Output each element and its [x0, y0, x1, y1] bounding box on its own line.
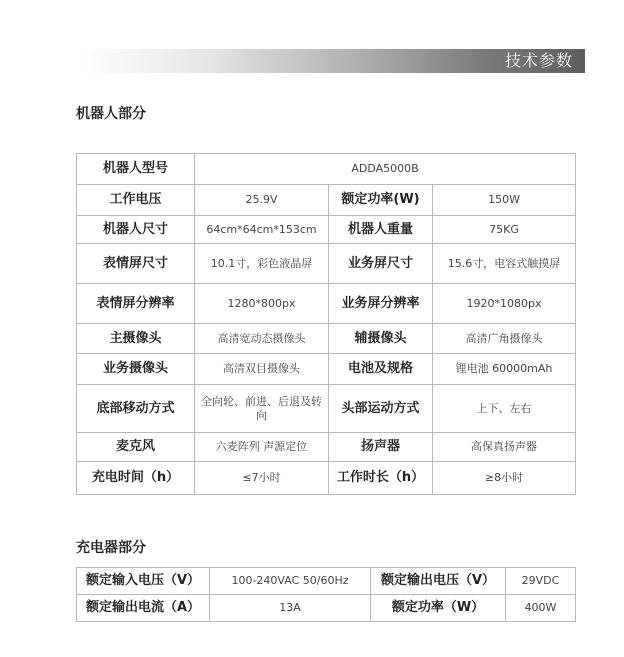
spec-label: 机器人型号 — [77, 154, 195, 185]
table-row — [77, 324, 576, 354]
spec-label: 机器人尺寸 — [77, 216, 195, 244]
spec-label: 电池及规格 — [329, 354, 433, 385]
header-title: 技术参数 — [504, 51, 573, 70]
spec-label: 工作电压 — [77, 185, 195, 216]
spec-label: 扬声器 — [329, 433, 433, 462]
spec-value: 64cm*64cm*153cm — [195, 216, 329, 244]
spec-value: 全向轮、前进、后退及转向 — [195, 385, 329, 433]
spec-value: ≥8小时 — [433, 462, 576, 495]
spec-label: 充电时间（h） — [77, 462, 195, 495]
table-row — [77, 568, 576, 595]
table-row — [77, 595, 576, 622]
spec-value: 1920*1080px — [433, 284, 576, 324]
spec-value: 400W — [506, 595, 576, 622]
robot-spec-table — [76, 153, 576, 495]
spec-label: 额定功率(W) — [329, 185, 433, 216]
spec-value: ADDA5000B — [195, 154, 576, 185]
spec-value: 高清双目摄像头 — [195, 354, 329, 385]
spec-label: 辅摄像头 — [329, 324, 433, 354]
spec-value: 75KG — [433, 216, 576, 244]
spec-value: 六麦阵列 声源定位 — [195, 433, 329, 462]
table-row — [77, 284, 576, 324]
table-row — [77, 185, 576, 216]
spec-label: 业务屏分辨率 — [329, 284, 433, 324]
spec-value: 150W — [433, 185, 576, 216]
table-row — [77, 154, 576, 185]
spec-label: 底部移动方式 — [77, 385, 195, 433]
spec-value: 1280*800px — [195, 284, 329, 324]
header-banner — [80, 49, 585, 73]
table-row — [77, 462, 576, 495]
robot-section-title: 机器人部分 — [76, 106, 146, 122]
spec-label: 麦克风 — [77, 433, 195, 462]
spec-label: 额定输出电流（A） — [77, 595, 210, 622]
spec-label: 额定功率（W） — [371, 595, 506, 622]
spec-label: 机器人重量 — [329, 216, 433, 244]
spec-value: 29VDC — [506, 568, 576, 595]
spec-label: 主摄像头 — [77, 324, 195, 354]
spec-value: 高清广角摄像头 — [433, 324, 576, 354]
spec-value: 锂电池 60000mAh — [433, 354, 576, 385]
charger-section-title: 充电器部分 — [76, 540, 146, 556]
spec-value: 13A — [210, 595, 371, 622]
charger-spec-table — [76, 567, 576, 622]
spec-value: 高清宽动态摄像头 — [195, 324, 329, 354]
spec-label: 头部运动方式 — [329, 385, 433, 433]
spec-label: 业务屏尺寸 — [329, 244, 433, 284]
spec-value: 高保真扬声器 — [433, 433, 576, 462]
spec-label: 额定输入电压（V） — [77, 568, 210, 595]
table-row — [77, 433, 576, 462]
table-row — [77, 354, 576, 385]
spec-label: 表情屏尺寸 — [77, 244, 195, 284]
table-row — [77, 385, 576, 433]
spec-value: 100-240VAC 50/60Hz — [210, 568, 371, 595]
spec-value: 10.1寸，彩色液晶屏 — [195, 244, 329, 284]
table-row — [77, 216, 576, 244]
spec-value: 上下、左右 — [433, 385, 576, 433]
table-row — [77, 244, 576, 284]
spec-label: 表情屏分辨率 — [77, 284, 195, 324]
spec-label: 工作时长（h） — [329, 462, 433, 495]
spec-value: 25.9V — [195, 185, 329, 216]
spec-value: 15.6寸，电容式触摸屏 — [433, 244, 576, 284]
spec-label: 业务摄像头 — [77, 354, 195, 385]
spec-value: ≤7小时 — [195, 462, 329, 495]
spec-label: 额定输出电压（V） — [371, 568, 506, 595]
